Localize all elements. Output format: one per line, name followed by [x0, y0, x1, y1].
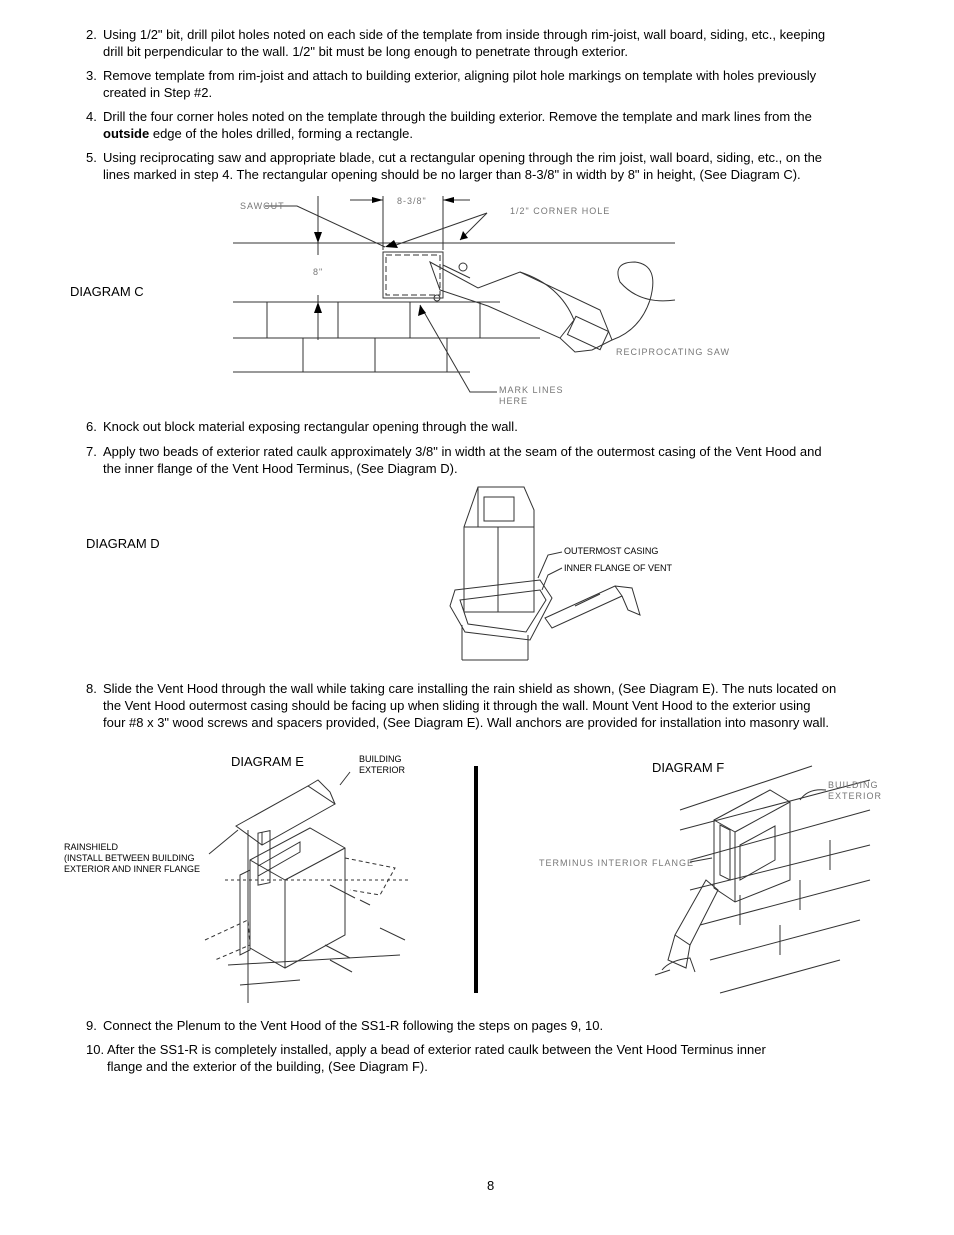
step-text-line: Using 1/2" bit, drill pilot holes noted on each side of the template from inside through rim-joist, wall board, siding, etc., keeping [103, 27, 826, 42]
height-dimension-label: 8" [313, 267, 324, 277]
step-number: 6. [86, 419, 97, 434]
step-text-line: four #8 x 3" wood screws and spacers provided, (See Diagram E). Wall anchors are provided for installation into masonry wall. [103, 715, 829, 730]
step-text-line: Knock out block material exposing rectangular opening through the wall. [103, 419, 518, 434]
label-line: EXTERIOR AND INNER FLANGE [64, 864, 201, 874]
label-line: EXTERIOR [359, 765, 406, 775]
diagram-c-title: DIAGRAM C [70, 284, 144, 299]
step-text-line: Using reciprocating saw and appropriate blade, cut a rectangular opening through the rim joist, wall board, siding, etc., on the [103, 150, 823, 165]
building-exterior-label-f2: EXTERIOR [828, 791, 883, 801]
width-dimension-label: 8-3/8" [397, 196, 427, 206]
step-text-line: the inner flange of the Vent Hood Terminus, (See Diagram D). [103, 461, 458, 476]
step-text-line: After the SS1-R is completely installed, apply a bead of exterior rated caulk between the Vent Hood Terminus inner [107, 1042, 766, 1057]
step-text-line: drill bit perpendicular to the wall. 1/2" bit must be long enough to penetrate through exterior. [103, 44, 628, 59]
step-text-line: lines marked in step 4. The rectangular opening should be no larger than 8-3/8" in width by 8" in height, (See Diagram C). [103, 167, 801, 182]
label-line: RAINSHIELD [64, 842, 119, 852]
building-exterior-label-f: BUILDING [828, 780, 879, 790]
mark-lines-here-label: HERE [499, 396, 529, 406]
sawcut-label: SAWCUT [240, 201, 285, 211]
step-text-line: Drill the four corner holes noted on the template through the building exterior. Remove the template and mark lines from the [103, 109, 812, 124]
step-number: 4. [86, 109, 97, 124]
step-text-line: created in Step #2. [103, 85, 213, 100]
page-number: 8 [487, 1178, 495, 1193]
outermost-casing-label: OUTERMOST CASING [564, 546, 659, 556]
step-number: 10. [86, 1042, 105, 1057]
step-text-line: the Vent Hood outermost casing should be facing up when sliding it through the wall. Mount Vent Hood to the exterior using [103, 698, 811, 713]
step-number: 2. [86, 27, 97, 42]
step-text-line: Apply two beads of exterior rated caulk approximately 3/8" in width at the seam of the outermost casing of the Vent Hood and [103, 444, 822, 459]
step-text-line: Slide the Vent Hood through the wall while taking care installing the rain shield as shown, (See Diagram E). The nuts located on [103, 681, 837, 696]
label-line: (INSTALL BETWEEN BUILDING [64, 853, 195, 863]
step-9 [86, 1017, 926, 1035]
mark-lines-label: MARK LINES [499, 385, 564, 395]
step-number: 7. [86, 444, 97, 459]
diagram-e-title: DIAGRAM E [231, 754, 304, 769]
reciprocating-saw-label: RECIPROCATING SAW [616, 347, 731, 357]
step-number: 5. [86, 150, 97, 165]
inner-flange-label: INNER FLANGE OF VENT [564, 563, 673, 573]
step-number: 3. [86, 68, 97, 83]
step-text-line: Connect the Plenum to the Vent Hood of the SS1-R following the steps on pages 9, 10. [103, 1018, 604, 1033]
corner-hole-label: 1/2" CORNER HOLE [510, 206, 611, 216]
diagram-f-title: DIAGRAM F [652, 760, 725, 775]
diagram-d-title: DIAGRAM D [86, 536, 160, 551]
step-text-line: flange and the exterior of the building, (See Diagram F). [107, 1059, 428, 1074]
step-text-line: edge of the holes drilled, forming a rectangle. [149, 126, 414, 141]
step-number: 9. [86, 1018, 97, 1033]
step-number: 8. [86, 681, 97, 696]
step-text-line: Remove template from rim-joist and attach to building exterior, aligning pilot hole markings on template with holes previously [103, 68, 817, 83]
terminus-interior-flange-label: TERMINUS INTERIOR FLANGE [539, 858, 695, 868]
emphasis-outside: outside [103, 126, 150, 141]
step-10 [86, 1041, 926, 1077]
label-line: BUILDING [359, 754, 402, 764]
